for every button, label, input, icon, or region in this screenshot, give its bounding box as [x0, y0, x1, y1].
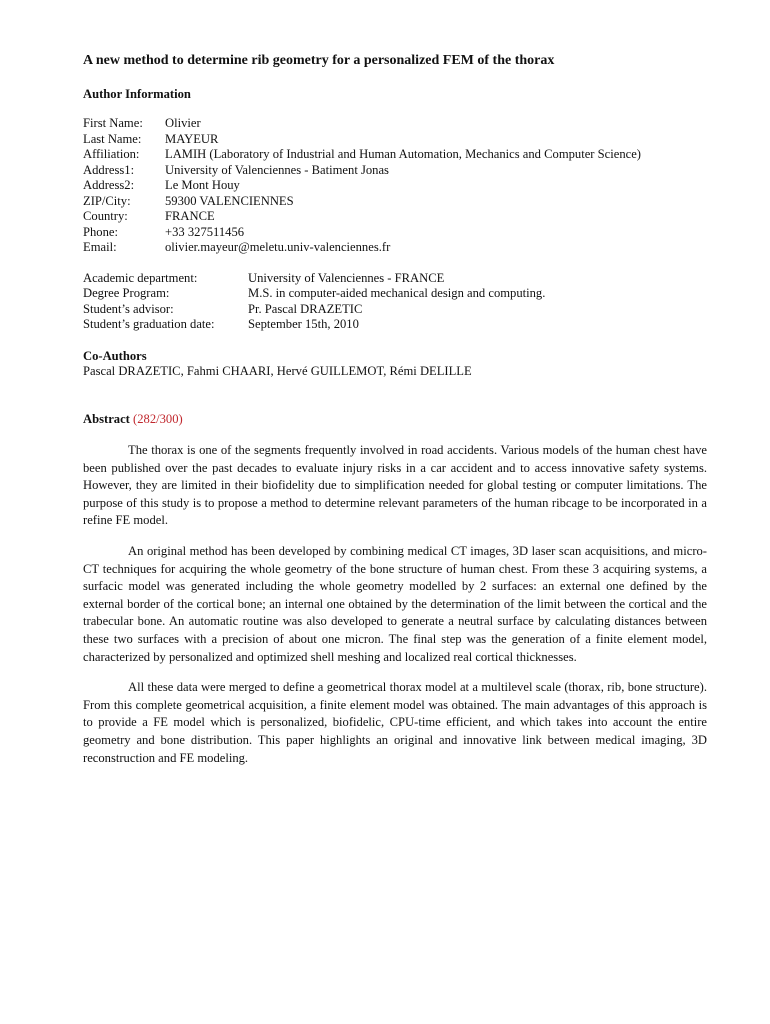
co-authors-heading: Co-Authors: [83, 348, 147, 363]
field-label: Student’s advisor:: [83, 301, 174, 316]
field-label: Country:: [83, 209, 128, 223]
field-value: +33 327511456: [165, 224, 245, 239]
abstract-paragraph-3: All these data were merged to define a geometrical thorax model at a multilevel scale (thorax, rib, bone structure). From this complete geometrical acquisition, a finite element model was obtained. The main advantages of this approach is to provide a FE model which is personalized, biofidelic, CPU-time efficient, and which takes into account the entire geometry and bone distribution. This paper highlights an original and innovative link between medical imaging, 3D reconstruction and FE modeling.: [83, 680, 707, 765]
field-value: Pr. Pascal DRAZETIC: [248, 301, 363, 316]
field-students-advisor: [83, 302, 707, 318]
field-zip-city: [83, 194, 707, 210]
abstract-word-count: (282/300): [133, 412, 183, 426]
field-first-name: [83, 116, 707, 132]
abstract-heading-label: Abstract: [83, 412, 130, 426]
co-authors-names: Pascal DRAZETIC, Fahmi CHAARI, Hervé GUILLEMOT, Rémi DELILLE: [83, 363, 472, 378]
field-value: olivier.mayeur@meletu.univ-valenciennes.fr: [165, 240, 391, 254]
field-value: M.S. in computer-aided mechanical design and computing.: [248, 286, 546, 300]
abstract-heading: [83, 411, 707, 427]
field-label: Address1:: [83, 162, 135, 177]
field-graduation-date: [83, 317, 707, 333]
field-label: Phone:: [83, 224, 118, 239]
field-label: Student’s graduation date:: [83, 317, 215, 331]
field-value: LAMIH (Laboratory of Industrial and Human Automation, Mechanics and Computer Science): [165, 147, 641, 161]
field-value: Le Mont Houy: [165, 178, 240, 192]
field-email: [83, 240, 707, 256]
field-value: September 15th, 2010: [248, 317, 359, 331]
author-information-list: [83, 116, 707, 256]
field-address2: [83, 178, 707, 194]
field-last-name: [83, 132, 707, 148]
field-value: FRANCE: [165, 209, 215, 223]
document-page: [83, 52, 707, 780]
abstract-paragraph-1: The thorax is one of the segments frequently involved in road accidents. Various models of the human chest have been published over the past decades to evaluate injury risks in a car accident and to access innovative safety systems. However, they are limited in their biofidelity due to simplification needed for global testing or computer limitations. The purpose of this study is to propose a method to determine relevant parameters of the human ribcage to be incorporated in a refine FE model.: [83, 443, 707, 528]
field-label: Address2:: [83, 178, 135, 192]
field-affiliation: [83, 147, 707, 163]
field-phone: [83, 225, 707, 241]
field-value: University of Valenciennes - FRANCE: [248, 270, 445, 285]
field-label: Last Name:: [83, 131, 142, 146]
field-country: [83, 209, 707, 225]
field-value: Olivier: [165, 116, 201, 130]
field-address1: [83, 163, 707, 179]
author-information-heading: Author Information: [83, 87, 191, 101]
abstract-paragraph-2: An original method has been developed by combining medical CT images, 3D laser scan acquisitions, and micro-CT techniques for acquiring the whole geometry of the bone structure of human chest. From these 3 acquiring systems, a surfacic model was generated including the whole geometry modelled by 2 surfaces: an external one defined by the external border of the cortical bone; an internal one obtained by the determination of the limit between the cortical and the trabecular bone. An automatic routine was also developed to generate a neutral surface by calculating distances between these two surfaces with a precision of about one micron. The final step was the generation of a finite element model, characterized by personalized and optimized shell meshing and localized real cortical thicknesses.: [83, 543, 707, 664]
field-value: MAYEUR: [165, 131, 219, 146]
academic-information-list: [83, 271, 707, 333]
document-title: A new method to determine rib geometry for a personalized FEM of the thorax: [83, 53, 555, 68]
field-value: University of Valenciennes - Batiment Jonas: [165, 162, 389, 177]
field-label: First Name:: [83, 116, 143, 130]
field-label: Academic department:: [83, 270, 198, 285]
field-label: ZIP/City:: [83, 193, 131, 208]
field-degree-program: [83, 286, 707, 302]
field-value: 59300 VALENCIENNES: [165, 193, 294, 208]
field-label: Affiliation:: [83, 147, 140, 161]
field-label: Email:: [83, 240, 117, 254]
field-label: Degree Program:: [83, 286, 170, 300]
field-academic-department: [83, 271, 707, 287]
